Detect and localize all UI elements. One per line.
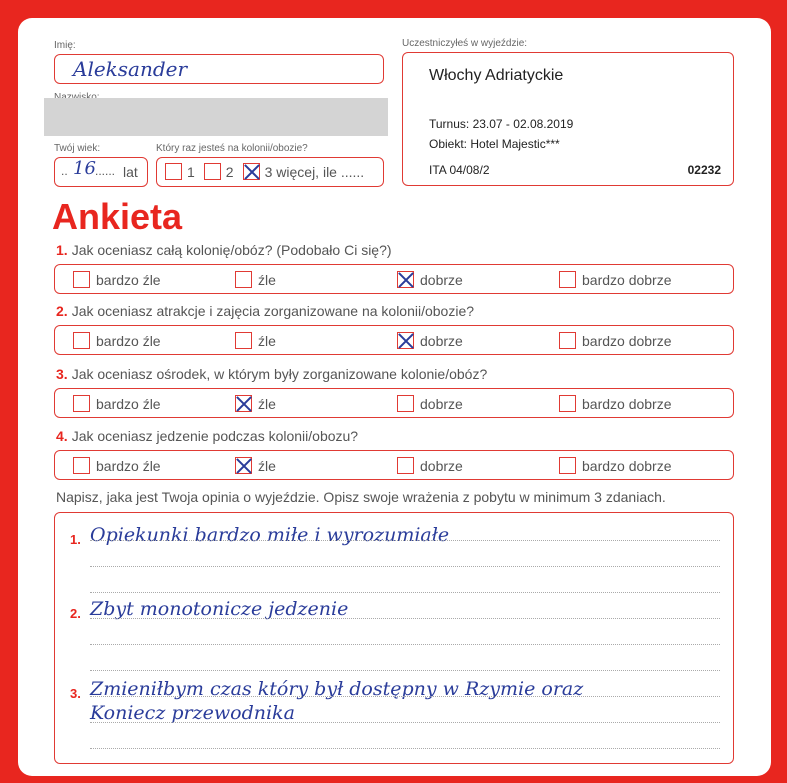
writing-line [90,670,720,671]
times-label: Który raz jesteś na kolonii/obozie? [156,143,308,154]
option-label: źle [258,395,276,412]
writing-line [90,592,720,593]
option-label: bardzo źle [96,395,161,412]
rating-checkbox[interactable] [397,271,414,288]
option-1 [73,457,161,474]
age-dots-before: .. [61,164,68,178]
option-label: źle [258,457,276,474]
option-2 [235,457,276,474]
question-number: 2. [56,303,68,319]
times-opt3: 3 więcej, ile ...... [264,163,365,180]
age-dots-after: ...... [95,164,116,178]
option-3 [397,271,463,288]
option-4 [559,332,672,349]
option-1 [73,395,161,412]
question-text: Jak oceniasz ośrodek, w którym były zorganizowane kolonie/obóz? [71,366,488,382]
times-opt2: 2 [225,163,234,180]
trip-number: 02232 [687,163,721,177]
option-2 [235,332,276,349]
age-label: Twój wiek: [54,143,101,154]
times-checkbox-1[interactable] [165,163,182,180]
rating-checkbox[interactable] [235,332,252,349]
rating-checkbox[interactable] [397,332,414,349]
rating-checkbox[interactable] [235,395,252,412]
option-3 [397,395,463,412]
times-checkbox-3[interactable] [243,163,260,180]
option-2 [235,271,276,288]
option-3 [397,332,463,349]
age-unit: lat [123,164,138,180]
writing-line [90,696,720,697]
question-number: 3. [56,366,68,382]
rating-checkbox[interactable] [235,457,252,474]
writing-line [90,618,720,619]
writing-line [90,748,720,749]
question-number: 1. [56,242,68,258]
option-label: źle [258,271,276,288]
option-label: dobrze [420,271,463,288]
rating-checkbox[interactable] [73,395,90,412]
handwritten-answer: Zbyt monotonicze jedzenie [90,598,349,620]
question-2 [56,303,474,319]
rating-checkbox[interactable] [559,395,576,412]
option-1 [73,271,161,288]
surname-redacted [44,98,388,136]
option-label: bardzo źle [96,457,161,474]
name-value: Aleksander [73,57,188,81]
name-label: Imię: [54,40,76,51]
answer-row-4 [54,450,734,480]
rating-checkbox[interactable] [559,332,576,349]
trip-info-box [402,52,734,186]
question-text: Jak oceniasz całą kolonię/obóz? (Podobało Ci się?) [71,242,392,258]
times-checkbox-2[interactable] [204,163,221,180]
times-opt1: 1 [187,163,195,180]
question-number: 4. [56,428,68,444]
opinion-box[interactable] [54,512,734,764]
question-text: Jak oceniasz atrakcje i zajęcia zorganizowane na kolonii/obozie? [71,303,475,319]
handwritten-answer-cont: Koniecz przewodnika [90,702,295,724]
answer-number: 3. [70,686,81,701]
rating-checkbox[interactable] [73,271,90,288]
option-label: dobrze [420,457,463,474]
question-3 [56,366,487,382]
answer-row-3 [54,388,734,418]
option-label: dobrze [420,332,463,349]
times-field [156,157,384,187]
rating-checkbox[interactable] [559,271,576,288]
trip-code: ITA 04/08/2 [429,163,490,177]
answer-number: 1. [70,532,81,547]
option-label: bardzo źle [96,271,161,288]
handwritten-answer: Zmieniłbym czas który był dostępny w Rzymie oraz [90,678,584,700]
option-label: bardzo dobrze [582,332,672,349]
answer-row-2 [54,325,734,355]
rating-checkbox[interactable] [397,457,414,474]
option-label: bardzo dobrze [582,395,672,412]
writing-line [90,722,720,723]
option-label: źle [258,332,276,349]
opinion-prompt: Napisz, jaka jest Twoja opinia o wyjeździe. Opisz swoje wrażenia z pobytu w minimum 3 zdaniach. [56,489,666,505]
option-3 [397,457,463,474]
age-field[interactable] [54,157,148,187]
trip-destination: Włochy Adriatyckie [429,67,564,84]
option-label: dobrze [420,395,463,412]
option-4 [559,395,672,412]
age-value: 16 [73,158,96,179]
name-field[interactable] [54,54,384,84]
survey-title: Ankieta [52,196,183,237]
option-label: bardzo dobrze [582,457,672,474]
option-label: bardzo dobrze [582,271,672,288]
answer-row-1 [54,264,734,294]
writing-line [90,566,720,567]
answer-number: 2. [70,606,81,621]
rating-checkbox[interactable] [235,271,252,288]
handwritten-answer: Opiekunki bardzo miłe i wyrozumiałe [90,524,450,546]
option-4 [559,457,672,474]
writing-line [90,644,720,645]
option-2 [235,395,276,412]
participant-label: Uczestniczyłeś w wyjeździe: [402,38,528,49]
option-label: bardzo źle [96,332,161,349]
question-4 [56,428,358,444]
rating-checkbox[interactable] [397,395,414,412]
question-1 [56,242,392,258]
rating-checkbox[interactable] [559,457,576,474]
writing-line [90,540,720,541]
rating-checkbox[interactable] [73,332,90,349]
option-4 [559,271,672,288]
option-1 [73,332,161,349]
trip-turnus: Turnus: 23.07 - 02.08.2019 [429,117,574,131]
trip-obiekt: Obiekt: Hotel Majestic*** [429,137,560,151]
question-text: Jak oceniasz jedzenie podczas kolonii/obozu? [71,428,359,444]
rating-checkbox[interactable] [73,457,90,474]
